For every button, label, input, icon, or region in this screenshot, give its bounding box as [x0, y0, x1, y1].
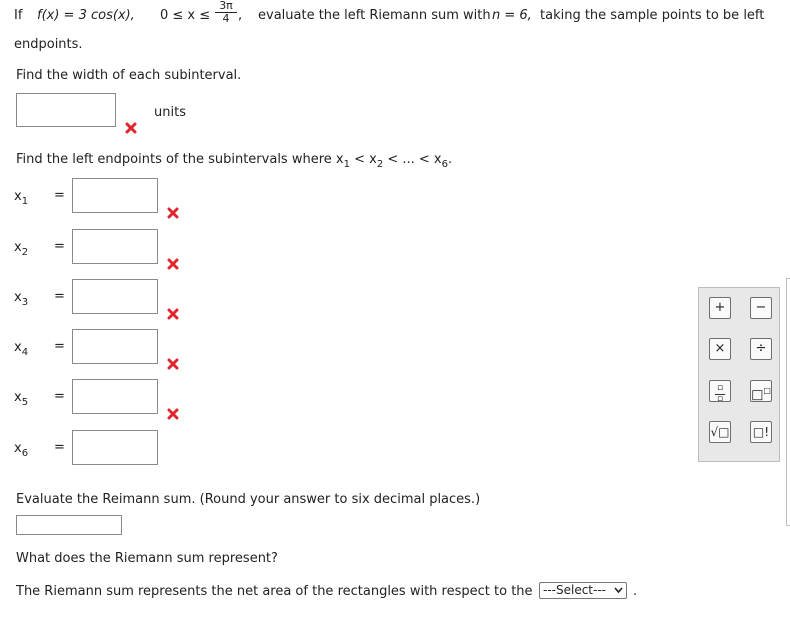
endpoint-var: x	[14, 390, 22, 405]
endpoint-equals: =	[54, 239, 65, 254]
chevron-down-icon	[614, 587, 623, 594]
domain-denominator: 4	[222, 12, 230, 25]
represent-select[interactable]	[539, 582, 627, 599]
endpoint-input-4[interactable]	[72, 329, 158, 364]
incorrect-x-icon	[167, 308, 179, 320]
endpoint-input-5[interactable]	[72, 379, 158, 414]
left-endpoints-prompt: Find the left endpoints of the subintervals where $x_1 < x_2$ < ... < $x_6$.	[16, 152, 453, 170]
represent-sentence: The Riemann sum represents the net area of the rectangles with respect to the	[16, 584, 533, 599]
endpoint-input-6[interactable]	[72, 430, 158, 465]
endpoint-var: x	[14, 240, 22, 255]
incorrect-x-icon	[125, 122, 137, 134]
incorrect-x-icon	[167, 258, 179, 270]
riemann-sum-input[interactable]	[16, 515, 122, 535]
endpoint-subscript: 6	[21, 448, 29, 459]
represent-select-value: ---Select---	[543, 583, 606, 597]
endpoint-label-4	[14, 340, 29, 358]
endpoint-subscript: 1	[21, 196, 29, 207]
instruction-b: taking the sample points to be left	[540, 8, 765, 23]
width-prompt: Find the width of each subinterval.	[16, 68, 242, 83]
endpoint-label-1	[14, 189, 29, 207]
sqrt-button[interactable]: √□	[709, 421, 731, 443]
function-text: f(x) = 3 cos(x),	[37, 8, 135, 23]
exponent-button[interactable]: □□	[750, 380, 772, 402]
endpoint-label-2	[14, 240, 29, 258]
endpoint-subscript: 4	[21, 347, 29, 358]
endpoint-input-3[interactable]	[72, 279, 158, 314]
width-input[interactable]	[16, 93, 116, 127]
endpoint-equals: =	[54, 188, 65, 203]
endpoint-subscript: 5	[21, 397, 29, 408]
endpoint-input-2[interactable]	[72, 229, 158, 264]
represent-question: What does the Riemann sum represent?	[16, 551, 278, 566]
endpoint-label-5	[14, 390, 29, 408]
endpoint-equals: =	[54, 339, 65, 354]
question-if: If	[14, 8, 23, 23]
endpoint-var: x	[14, 340, 22, 355]
incorrect-x-icon	[167, 358, 179, 370]
instruction-a: evaluate the left Riemann sum with	[258, 8, 491, 23]
domain-comma: ,	[238, 8, 243, 23]
incorrect-x-icon	[167, 408, 179, 420]
right-panel-edge	[786, 278, 790, 526]
fraction-button[interactable]: ▫ ▫	[709, 380, 731, 402]
represent-period: .	[633, 584, 638, 599]
domain-left: 0 ≤ x ≤	[160, 8, 211, 23]
domain-fraction	[215, 0, 237, 25]
plus-button[interactable]: +	[709, 297, 731, 319]
endpoint-var: x	[14, 189, 22, 204]
endpoint-label-6	[14, 441, 29, 459]
divide-button[interactable]: ÷	[750, 338, 772, 360]
endpoint-subscript: 3	[21, 297, 29, 308]
left-endpoints-prompt-text: Find the left endpoints of the subintervals where x	[16, 152, 344, 167]
math-palette	[698, 287, 780, 462]
endpoint-input-1[interactable]	[72, 178, 158, 213]
riemann-prompt: Evaluate the Reimann sum. (Round your answer to six decimal places.)	[16, 492, 481, 507]
endpoint-label-3	[14, 290, 29, 308]
instruction-c: endpoints.	[14, 37, 83, 52]
endpoint-var: x	[14, 290, 22, 305]
endpoint-equals: =	[54, 389, 65, 404]
endpoint-equals: =	[54, 289, 65, 304]
times-button[interactable]: ×	[709, 338, 731, 360]
incorrect-x-icon	[167, 207, 179, 219]
domain-numerator: 3π	[215, 0, 237, 13]
n-value: n = 6,	[492, 8, 532, 23]
endpoint-equals: =	[54, 440, 65, 455]
minus-button[interactable]: −	[750, 297, 772, 319]
endpoint-var: x	[14, 441, 22, 456]
endpoint-subscript: 2	[21, 247, 29, 258]
units-label: units	[154, 105, 186, 120]
factorial-button[interactable]: □!	[750, 421, 772, 443]
